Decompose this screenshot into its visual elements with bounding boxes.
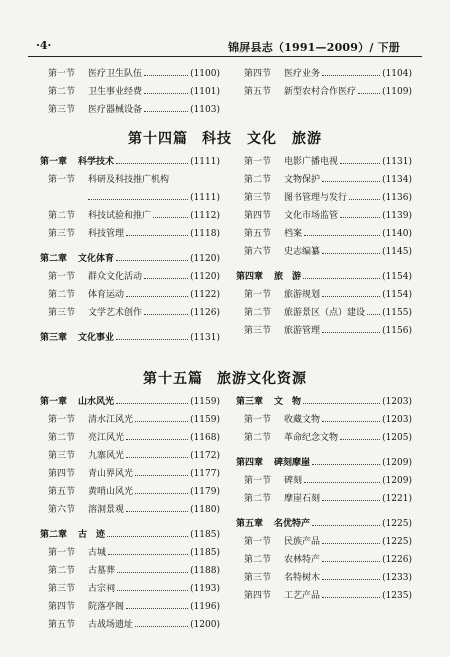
entry-number: 第五节	[48, 487, 76, 497]
entry-title: 清水江风光	[88, 415, 134, 425]
entry-title: 图书管理与发行	[284, 193, 348, 203]
dot-leader	[116, 156, 188, 164]
entry-title: 古战场遗址	[88, 620, 134, 630]
entry-number: 第三节	[48, 229, 76, 239]
dot-leader	[304, 475, 380, 483]
entry-page: (1154)	[382, 290, 412, 300]
toc-section-entry	[236, 325, 412, 337]
dot-leader	[322, 590, 380, 598]
dot-leader	[108, 547, 188, 555]
entry-page: (1109)	[382, 87, 412, 97]
toc-section-entry	[236, 174, 412, 186]
entry-title: 古城	[88, 548, 107, 558]
toc-section-entry	[236, 414, 412, 426]
running-title: 锦屏县志（1991—2009）/ 下册	[228, 41, 400, 54]
entry-title: 群众文化活动	[88, 272, 143, 282]
entry-number: 第三节	[48, 584, 76, 594]
entry-page: (1120)	[190, 272, 220, 282]
entry-title: 医疗器械设备	[88, 105, 143, 115]
entry-page: (1209)	[382, 476, 412, 486]
toc-section-entry	[236, 475, 412, 487]
dot-leader	[303, 271, 380, 279]
entry-page: (1205)	[382, 433, 412, 443]
dot-leader	[126, 289, 188, 297]
entry-number: 第四节	[48, 469, 76, 479]
toc-section-entry	[40, 583, 220, 595]
toc-section-entry	[236, 590, 412, 602]
entry-title: 院落亭阁	[88, 602, 125, 612]
entry-number: 第三节	[244, 193, 272, 203]
dot-leader	[144, 307, 188, 315]
entry-number: 第五节	[244, 229, 272, 239]
dot-leader	[322, 536, 380, 544]
entry-number: 第三节	[48, 451, 76, 461]
entry-number: 第四节	[244, 69, 272, 79]
top-left-column	[40, 68, 220, 122]
toc-section-entry	[40, 468, 220, 480]
part-number: 第十四篇	[128, 131, 188, 147]
entry-number: 第一节	[244, 157, 272, 167]
toc-section-entry	[40, 289, 220, 301]
toc-chapter-entry	[40, 332, 220, 344]
toc-section-entry	[40, 450, 220, 462]
toc-chapter-entry	[40, 156, 220, 168]
entry-page: (1154)	[382, 272, 412, 282]
entry-number: 第一节	[48, 548, 76, 558]
dot-leader	[116, 253, 188, 261]
toc-section-entry	[236, 68, 412, 80]
entry-page: (1156)	[382, 326, 412, 336]
entry-number: 第二章	[40, 254, 68, 264]
toc-section-entry	[40, 192, 220, 204]
entry-title: 科技试验和推广	[88, 211, 152, 221]
entry-title: 亮江风光	[88, 433, 125, 443]
toc-section-entry	[40, 601, 220, 613]
dot-leader	[126, 504, 188, 512]
toc-section-entry	[236, 289, 412, 301]
entry-page: (1159)	[190, 397, 220, 407]
entry-number: 第二节	[48, 433, 76, 443]
entry-title: 溶洞景观	[88, 505, 125, 515]
entry-number: 第五章	[236, 519, 264, 529]
entry-page: (1126)	[190, 308, 220, 318]
dot-leader	[126, 228, 188, 236]
dot-leader	[117, 583, 188, 591]
entry-title: 旅游规划	[284, 290, 321, 300]
toc-chapter-entry	[236, 396, 412, 408]
dot-leader	[116, 396, 188, 404]
page-number: ·4·	[36, 39, 52, 52]
toc-section-entry	[236, 493, 412, 505]
entry-number: 第二节	[244, 555, 272, 565]
dot-leader	[340, 210, 380, 218]
entry-number: 第三节	[244, 573, 272, 583]
toc-chapter-entry	[236, 518, 412, 530]
toc-section-entry	[40, 619, 220, 631]
part15-right-column	[236, 396, 412, 608]
entry-page: (1200)	[190, 620, 220, 630]
dot-leader	[135, 619, 188, 627]
toc-section-entry	[236, 210, 412, 222]
toc-section-entry	[40, 68, 220, 80]
toc-section-entry	[40, 174, 220, 186]
toc-chapter-entry	[40, 529, 220, 541]
entry-number: 第二节	[48, 566, 76, 576]
entry-page: (1177)	[190, 469, 220, 479]
entry-title: 古宗祠	[88, 584, 116, 594]
dot-leader	[144, 104, 188, 112]
toc-section-entry	[236, 86, 412, 98]
entry-title: 摩崖石刻	[284, 494, 321, 504]
entry-number: 第一节	[244, 537, 272, 547]
entry-title: 科研及科技推广机构	[88, 175, 170, 185]
entry-page: (1104)	[382, 69, 412, 79]
entry-page: (1159)	[190, 415, 220, 425]
entry-page: (1233)	[382, 573, 412, 583]
entry-title: 文 物	[274, 397, 302, 407]
toc-section-entry	[40, 210, 220, 222]
entry-number: 第四节	[244, 591, 272, 601]
dot-leader	[322, 493, 380, 501]
entry-page: (1120)	[190, 254, 220, 264]
entry-number: 第二节	[48, 87, 76, 97]
toc-section-entry	[236, 192, 412, 204]
toc-section-entry	[236, 156, 412, 168]
entry-number: 第一节	[48, 272, 76, 282]
entry-number: 第三节	[48, 308, 76, 318]
entry-page: (1131)	[190, 333, 220, 343]
toc-section-entry	[236, 228, 412, 240]
dot-leader	[312, 518, 380, 526]
entry-title: 工艺产品	[284, 591, 321, 601]
entry-page: (1155)	[382, 308, 412, 318]
entry-page: (1101)	[190, 87, 220, 97]
dot-leader	[358, 86, 380, 94]
entry-title: 体育运动	[88, 290, 125, 300]
toc-section-entry	[40, 104, 220, 116]
part-number: 第十五篇	[143, 371, 203, 387]
dot-leader	[144, 68, 188, 76]
toc-section-entry	[40, 307, 220, 319]
entry-title: 文化体育	[78, 254, 115, 264]
entry-page: (1196)	[190, 602, 220, 612]
entry-title: 旅游景区（点）建设	[284, 308, 366, 318]
entry-number: 第四章	[236, 458, 264, 468]
toc-section-entry	[236, 307, 412, 319]
toc-section-entry	[236, 432, 412, 444]
dot-leader	[144, 271, 188, 279]
entry-number: 第五节	[48, 620, 76, 630]
entry-page: (1145)	[382, 247, 412, 257]
entry-number: 第六节	[244, 247, 272, 257]
dot-leader	[322, 554, 380, 562]
dot-leader	[116, 332, 188, 340]
entry-page: (1118)	[190, 229, 220, 239]
entry-number: 第三章	[236, 397, 264, 407]
toc-section-entry	[236, 536, 412, 548]
entry-number: 第四章	[236, 272, 264, 282]
entry-title: 医疗业务	[284, 69, 321, 79]
dot-leader	[144, 86, 188, 94]
entry-title: 碑刻摩崖	[274, 458, 311, 468]
entry-title: 革命纪念文物	[284, 433, 339, 443]
entry-number: 第一节	[244, 415, 272, 425]
entry-number: 第三节	[48, 105, 76, 115]
entry-page: (1122)	[190, 290, 220, 300]
entry-title: 新型农村合作医疗	[284, 87, 357, 97]
entry-page: (1221)	[382, 494, 412, 504]
dot-leader	[126, 450, 188, 458]
entry-title: 名特树木	[284, 573, 321, 583]
entry-number: 第一节	[48, 175, 76, 185]
entry-title: 文化事业	[78, 333, 115, 343]
part-name: 旅游文化资源	[217, 371, 307, 387]
dot-leader	[88, 192, 188, 200]
toc-section-entry	[236, 554, 412, 566]
entry-title: 文学艺术创作	[88, 308, 143, 318]
entry-page: (1100)	[190, 69, 220, 79]
dot-leader	[107, 529, 188, 537]
part14-left-column	[40, 156, 220, 350]
entry-number: 第四节	[48, 602, 76, 612]
entry-page: (1131)	[382, 157, 412, 167]
entry-page: (1112)	[190, 211, 220, 221]
dot-leader	[340, 432, 380, 440]
entry-title: 农林特产	[284, 555, 321, 565]
entry-page: (1111)	[190, 193, 220, 203]
toc-chapter-entry	[40, 396, 220, 408]
dot-leader	[340, 156, 380, 164]
dot-leader	[135, 468, 188, 476]
entry-title: 科学技术	[78, 157, 115, 167]
entry-title: 青山界风光	[88, 469, 134, 479]
entry-title: 民族产品	[284, 537, 321, 547]
toc-section-entry	[40, 504, 220, 516]
entry-title: 文物保护	[284, 175, 321, 185]
entry-number: 第一节	[244, 290, 272, 300]
dot-leader	[322, 246, 380, 254]
entry-page: (1103)	[190, 105, 220, 115]
dot-leader	[322, 325, 380, 333]
toc-section-entry	[40, 86, 220, 98]
entry-number: 第二节	[48, 211, 76, 221]
dot-leader	[135, 486, 188, 494]
entry-title: 碑刻	[284, 476, 303, 486]
dot-leader	[322, 572, 380, 580]
toc-section-entry	[236, 246, 412, 258]
part15-left-column	[40, 396, 220, 637]
entry-page: (1180)	[190, 505, 220, 515]
dot-leader	[303, 396, 380, 404]
entry-title: 档案	[284, 229, 303, 239]
entry-page: (1179)	[190, 487, 220, 497]
dot-leader	[126, 432, 188, 440]
toc-chapter-entry	[236, 271, 412, 283]
entry-title: 史志编纂	[284, 247, 321, 257]
entry-title: 旅 游	[274, 272, 302, 282]
toc-section-entry	[236, 572, 412, 584]
dot-leader	[349, 192, 380, 200]
entry-number: 第五节	[244, 87, 272, 97]
entry-title: 医疗卫生队伍	[88, 69, 143, 79]
entry-title: 古墓葬	[88, 566, 116, 576]
entry-page: (1225)	[382, 519, 412, 529]
entry-number: 第二节	[244, 308, 272, 318]
entry-number: 第一节	[244, 476, 272, 486]
entry-number: 第二节	[48, 290, 76, 300]
entry-page: (1203)	[382, 397, 412, 407]
toc-section-entry	[40, 271, 220, 283]
entry-title: 文化市场监管	[284, 211, 339, 221]
entry-number: 第三节	[244, 326, 272, 336]
entry-number: 第二节	[244, 175, 272, 185]
entry-page: (1188)	[190, 566, 220, 576]
entry-title: 电影广播电视	[284, 157, 339, 167]
entry-page: (1172)	[190, 451, 220, 461]
entry-page: (1193)	[190, 584, 220, 594]
entry-page: (1111)	[190, 157, 220, 167]
toc-section-entry	[40, 432, 220, 444]
entry-number: 第六节	[48, 505, 76, 515]
part14-right-column	[236, 156, 412, 343]
entry-title: 卫生事业经费	[88, 87, 143, 97]
entry-title: 收藏文物	[284, 415, 321, 425]
dot-leader	[135, 414, 188, 422]
part-title-15	[0, 368, 450, 388]
toc-section-entry	[40, 414, 220, 426]
dot-leader	[322, 289, 380, 297]
entry-page: (1235)	[382, 591, 412, 601]
entry-page: (1136)	[382, 193, 412, 203]
entry-number: 第三章	[40, 333, 68, 343]
entry-number: 第二节	[244, 433, 272, 443]
part-name: 科技 文化 旅游	[202, 131, 322, 147]
toc-chapter-entry	[40, 253, 220, 265]
entry-page: (1134)	[382, 175, 412, 185]
entry-page: (1185)	[190, 548, 220, 558]
entry-number: 第二节	[244, 494, 272, 504]
toc-section-entry	[40, 486, 220, 498]
entry-page: (1225)	[382, 537, 412, 547]
entry-number: 第一章	[40, 397, 68, 407]
entry-title: 名优特产	[274, 519, 311, 529]
toc-section-entry	[40, 547, 220, 559]
entry-page: (1168)	[190, 433, 220, 443]
dot-leader	[322, 68, 380, 76]
entry-page: (1209)	[382, 458, 412, 468]
dot-leader	[304, 228, 380, 236]
top-right-column	[236, 68, 412, 104]
entry-number: 第一节	[48, 415, 76, 425]
entry-page: (1139)	[382, 211, 412, 221]
entry-page: (1185)	[190, 530, 220, 540]
dot-leader	[126, 601, 188, 609]
entry-title: 黄哨山风光	[88, 487, 134, 497]
toc-section-entry	[40, 228, 220, 240]
entry-number: 第四节	[244, 211, 272, 221]
entry-page: (1203)	[382, 415, 412, 425]
dot-leader	[367, 307, 380, 315]
entry-title: 九寨风光	[88, 451, 125, 461]
entry-number: 第二章	[40, 530, 68, 540]
entry-title: 旅游管理	[284, 326, 321, 336]
dot-leader	[153, 210, 188, 218]
dot-leader	[322, 174, 380, 182]
entry-title: 山水风光	[78, 397, 115, 407]
toc-section-entry	[40, 565, 220, 577]
entry-number: 第一章	[40, 157, 68, 167]
part-title-14	[0, 128, 450, 148]
dot-leader	[117, 565, 188, 573]
dot-leader	[312, 457, 380, 465]
entry-title: 科技管理	[88, 229, 125, 239]
entry-number: 第一节	[48, 69, 76, 79]
dot-leader	[322, 414, 380, 422]
page-header	[28, 36, 422, 57]
entry-page: (1226)	[382, 555, 412, 565]
entry-title: 古 迹	[78, 530, 106, 540]
toc-chapter-entry	[236, 457, 412, 469]
entry-page: (1140)	[382, 229, 412, 239]
